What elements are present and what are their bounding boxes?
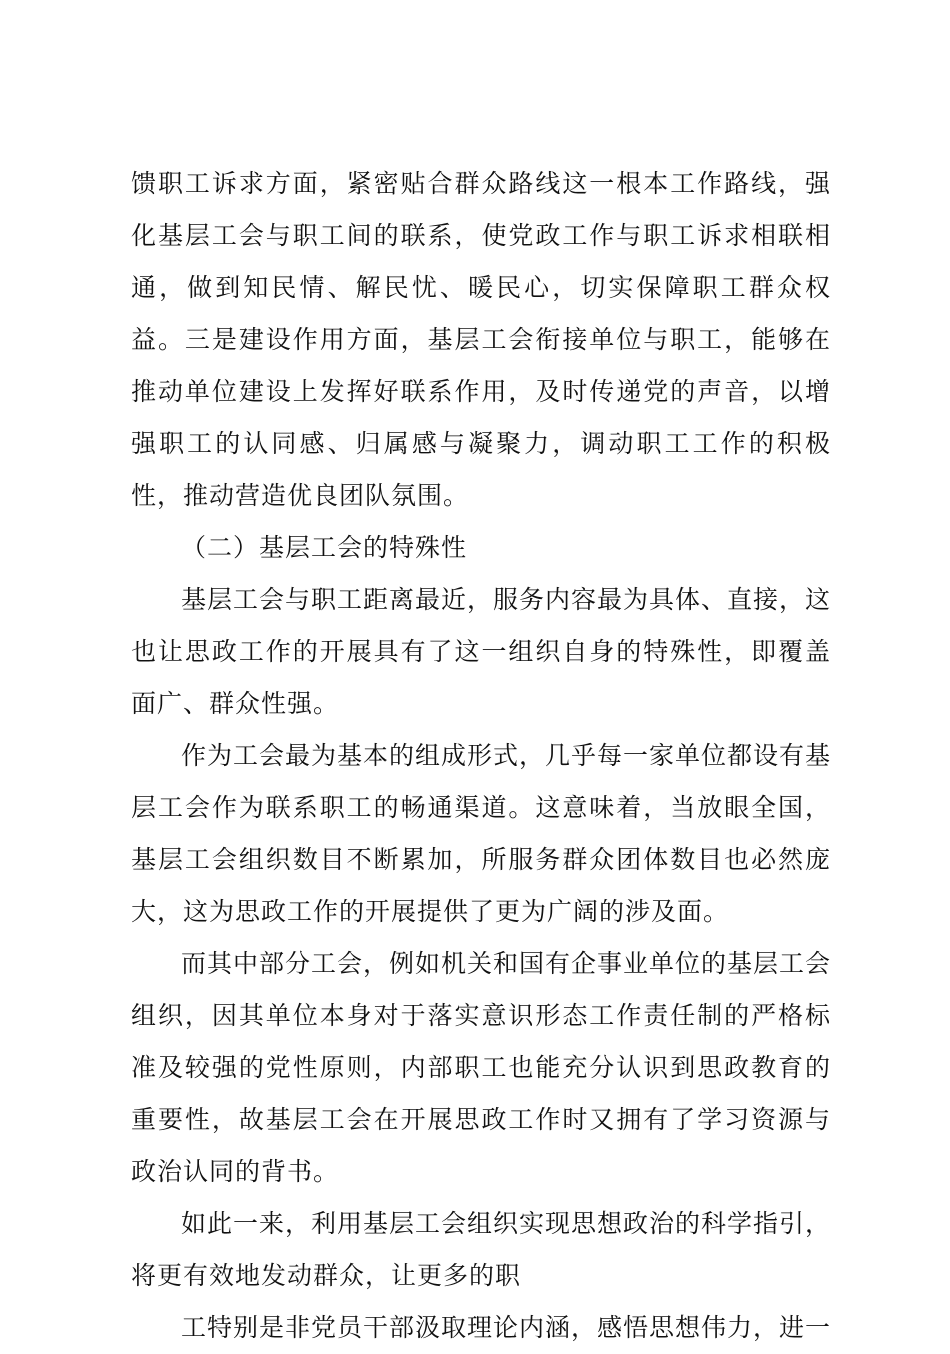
document-body	[131, 158, 831, 1354]
paragraph: 如此一来，利用基层工会组织实现思想政治的科学指引，将更有效地发动群众，让更多的职	[131, 1209, 832, 1290]
paragraph: 而其中部分工会，例如机关和国有企事业单位的基层工会组织，因其单位本身对于落实意识形态工作责任制的严格标准及较强的党性原则，内部职工也能充分认识到思政教育的重要性，故基层工会在开展思政工作时又拥有了学习资源与政治认同的背书。	[131, 949, 832, 1186]
paragraph: 作为工会最为基本的组成形式，几乎每一家单位都设有基层工会作为联系职工的畅通渠道。这意味着，当放眼全国，基层工会组织数目不断累加，所服务群众团体数目也必然庞大，这为思政工作的开展提供了更为广阔的涉及面。	[131, 741, 832, 926]
paragraph: 基层工会与职工距离最近，服务内容最为具体、直接，这也让思政工作的开展具有了这一组织自身的特殊性，即覆盖面广、群众性强。	[131, 585, 832, 718]
paragraph: 工特别是非党员干部汲取理论内涵，感悟思想伟力，进一	[181, 1313, 832, 1342]
section-heading: （二）基层工会的特殊性	[181, 533, 468, 562]
paragraph-continued: 馈职工诉求方面，紧密贴合群众路线这一根本工作路线，强化基层工会与职工间的联系，使党政工作与职工诉求相联相通，做到知民情、解民忧、暖民心，切实保障职工群众权益。三是建设作用方面，基层工会衔接单位与职工，能够在推动单位建设上发挥好联系作用，及时传递党的声音，以增强职工的认同感、归属感与凝聚力，调动职工工作的积极性，推动营造优良团队氛围。	[131, 169, 831, 510]
